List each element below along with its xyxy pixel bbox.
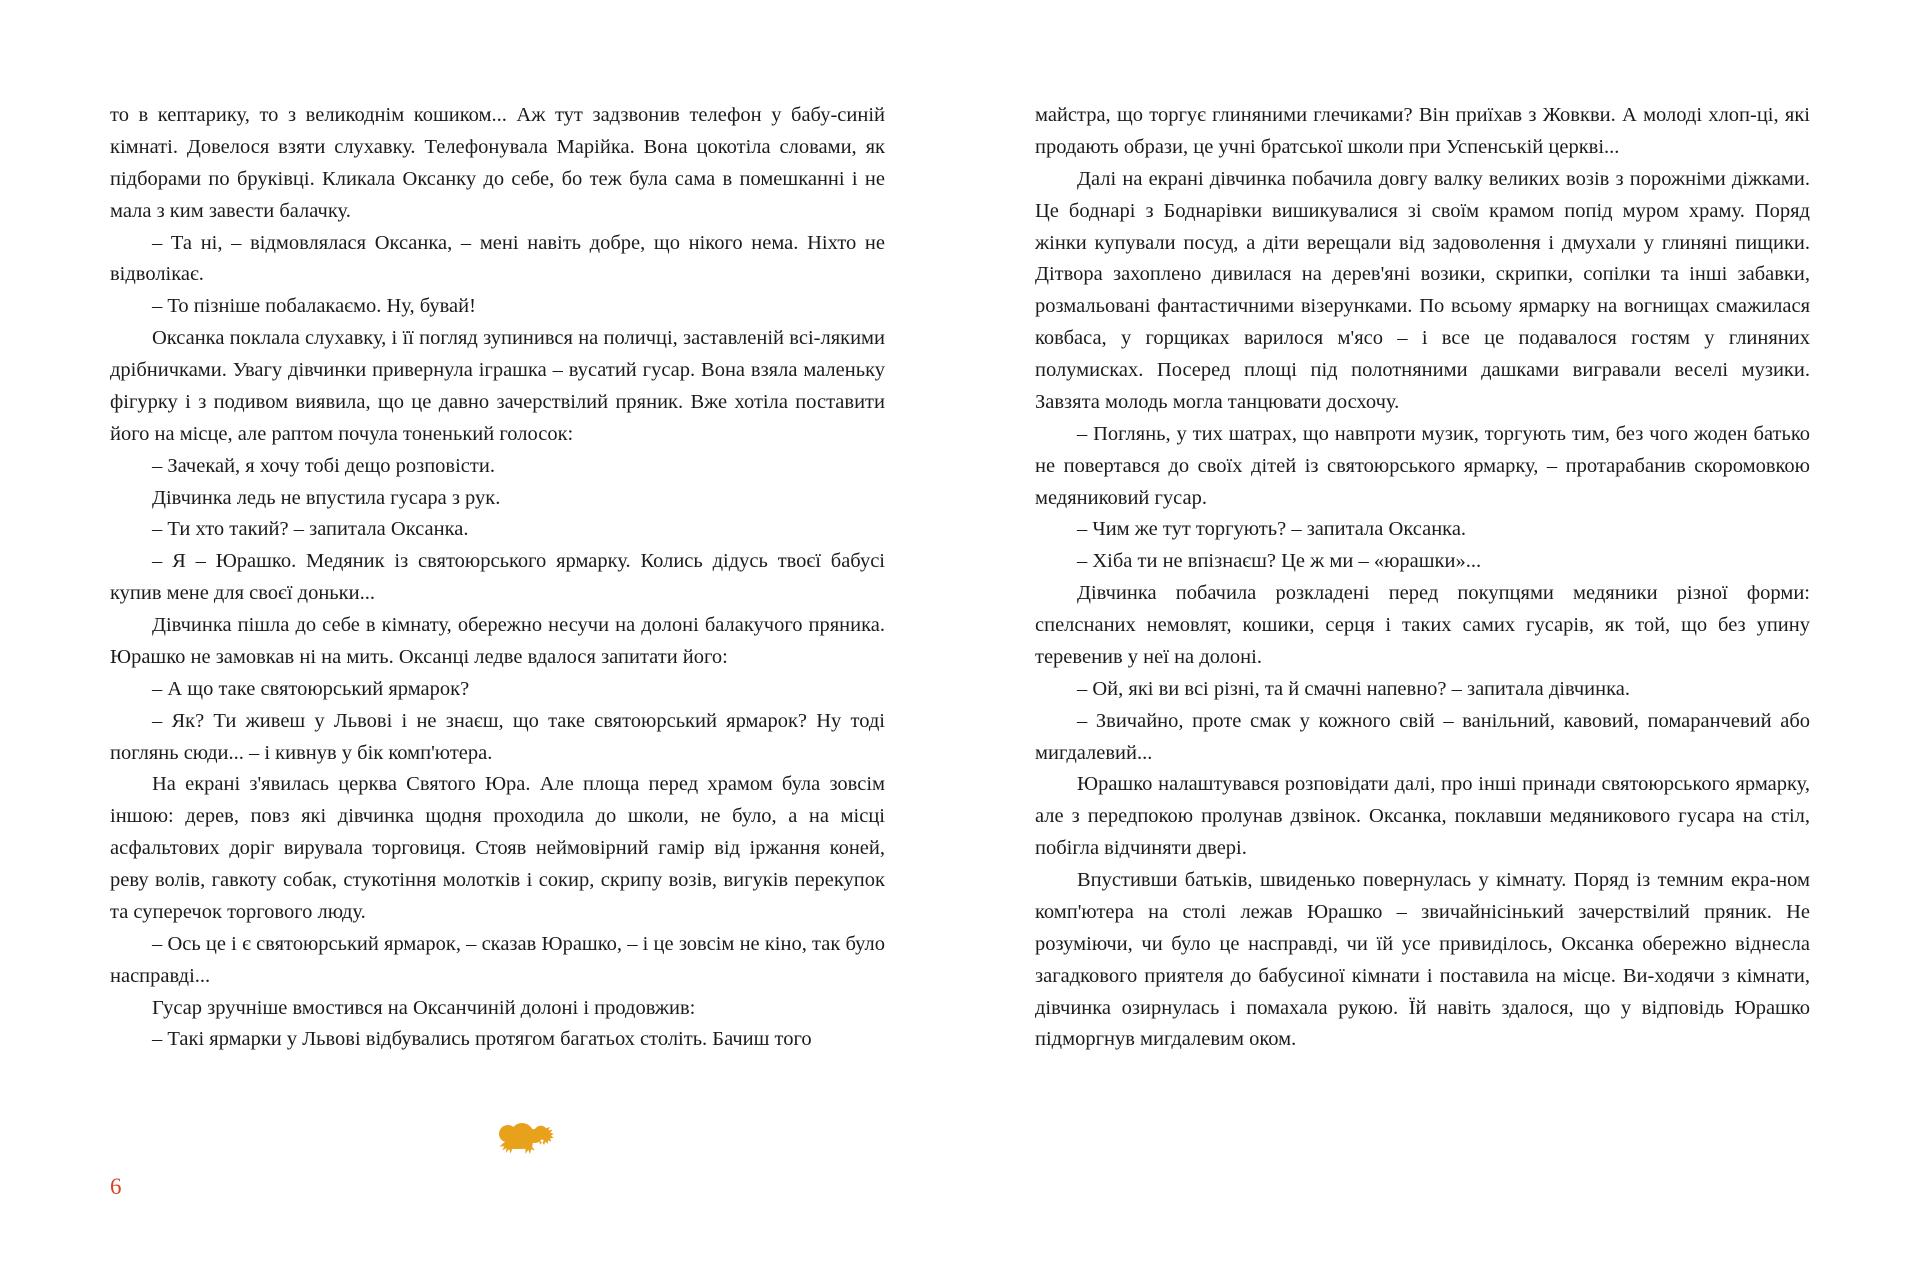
lion-icon <box>487 1112 583 1168</box>
paragraph: – Як? Ти живеш у Львові і не знаєш, що таке святоюрський ярмарок? Ну тоді поглянь сюди... – і кивнув у бік комп'ютера. <box>110 709 885 764</box>
paragraph: Оксанка поклала слухавку, і її погляд зупинився на поличці, заставленій всі-лякими дрібничками. Увагу дівчинки привернула іграшка – вусатий гусар. Вона взяла маленьку фігурку і з подивом виявила, що це давно зачерствілий пряник. Вже хотіла поставити його на місце, але раптом почула тоненький голосок: <box>110 327 885 445</box>
paragraph: – А що таке святоюрський ярмарок? <box>152 677 470 700</box>
paragraph: – Такі ярмарки у Львові відбувались протягом багатьох століть. Бачиш того <box>152 1028 812 1051</box>
paragraph: – Звичайно, проте смак у кожного свій – ванільний, кавовий, помаранчевий або мигдалевий... <box>1035 709 1810 764</box>
left-page-text <box>110 100 885 1056</box>
paragraph: – Поглянь, у тих шатрах, що навпроти музик, торгують тим, без чого жоден батько не повертався до своїх дітей із святоюрського ярмарку, – протарабанив скоромовкою медяниковий гусар. <box>1035 422 1810 509</box>
paragraph: – То пізніше побалакаємо. Ну, бувай! <box>152 295 476 318</box>
paragraph: Гусар зручніше вмостився на Оксанчиній долоні і продовжив: <box>152 996 696 1019</box>
paragraph: – Я – Юрашко. Медяник із святоюрського ярмарку. Колись дідусь твоєї бабусі купив мене для своєї доньки... <box>110 550 885 605</box>
left-page <box>110 100 960 1220</box>
paragraph: – Ой, які ви всі різні, та й смачні напевно? – запитала дівчинка. <box>1077 677 1630 700</box>
paragraph: Юрашко налаштувався розповідати далі, про інші принади святоюрського ярмарку, але з передпокою пролунав дзвінок. Оксанка, поклавши медяникового гусара на стіл, побігла відчиняти двері. <box>1035 773 1810 860</box>
paragraph: – Ти хто такий? – запитала Оксанка. <box>152 518 469 541</box>
paragraph: – Ось це і є святоюрський ярмарок, – сказав Юрашко, – і це зовсім не кіно, так було насправді... <box>110 932 885 987</box>
paragraph: – Зачекай, я хочу тобі дещо розповісти. <box>152 454 495 477</box>
paragraph: – Чим же тут торгують? – запитала Оксанка. <box>1077 518 1467 541</box>
page-number: 6 <box>110 1174 122 1199</box>
page-footer <box>110 1112 960 1200</box>
paragraph: Дівчинка пішла до себе в кімнату, обережно несучи на долоні балакучого пряника. Юрашко не замовкав ні на мить. Оксанці ледве вдалося запитати його: <box>110 614 885 668</box>
paragraph: На екрані з'явилась церква Святого Юра. Але площа перед храмом була зовсім іншою: дерев, повз які дівчинка щодня проходила до школи, не було, а на місці асфальтових доріг вирувала торговиця. Стояв неймовірний гамір від іржання коней, реву волів, гавкоту собак, стукотіння молотків і сокир, скрипу возів, вигуків перекупок та суперечок торгового люду. <box>110 773 885 923</box>
paragraph: майстра, що торгує глиняними глечиками? Він приїхав з Жовкви. А молоді хлоп-ці, які продають образи, це учні братської школи при Успенській церкві... <box>1035 104 1810 158</box>
right-page <box>960 100 1810 1220</box>
paragraph: Дівчинка побачила розкладені перед покупцями медяники різної форми: спелснаних немовлят, кошики, серця і таких самих гусарів, як той, що без упину теревенив у неї на долоні. <box>1035 582 1810 668</box>
right-page-text <box>1035 100 1810 1056</box>
paragraph: – Хіба ти не впізнаєш? Це ж ми – «юрашки»... <box>1077 550 1482 573</box>
paragraph: то в кептарику, то з великоднім кошиком... Аж тут задзвонив телефон у бабу-синій кімнаті. Довелося взяти слухавку. Телефонувала Марійка. Вона цокотіла словами, як підборами по брукiвцi. Кликала Оксанку до себе, бо теж була сама в помешканні і не мала з ким завести балачку. <box>110 104 885 222</box>
paragraph: Впустивши батьків, швиденько повернулась у кімнату. Поряд із темним екра-ном комп'ютера на столі лежав Юрашко – звичайнісінький зачерствілий пряник. Не розуміючи, чи було це насправді, чи їй усе привиділось, Оксанка обережно віднесла загадкового приятеля до бабусиної кімнати і поставила на місце. Ви-ходячи з кімнати, дівчинка озирнулась і помахала рукою. Їй навіть здалося, що у відповідь Юрашко підморгнув мигдалевим оком. <box>1035 869 1810 1051</box>
paragraph: – Та ні, – відмовлялася Оксанка, – мені навіть добре, що нікого нема. Ніхто не відволікає. <box>110 231 885 286</box>
paragraph: Далі на екрані дівчинка побачила довгу валку великих возів з порожніми діжками. Це боднарі з Боднарівки вишикувалися зі своїм крамом попід муром храму. Поряд жінки купували посуд, а діти верещали від задоволення і дмухали у глиняні пищики. Дітвора захоплено дивилася на дерев'яні возики, скрипки, сопілки та інші забавки, розмальовані фантастичними візерунками. По всьому ярмарку на вогнищах смажилася ковбаса, у горщиках варилося м'ясо – і все це подавалося гостям у глиняних полумисках. Посеред площі під полотняними дашками вигравали веселі музики. Завзята молодь могла танцювати досхочу. <box>1035 167 1810 413</box>
paragraph: Дівчинка ледь не впустила гусара з рук. <box>152 486 501 509</box>
